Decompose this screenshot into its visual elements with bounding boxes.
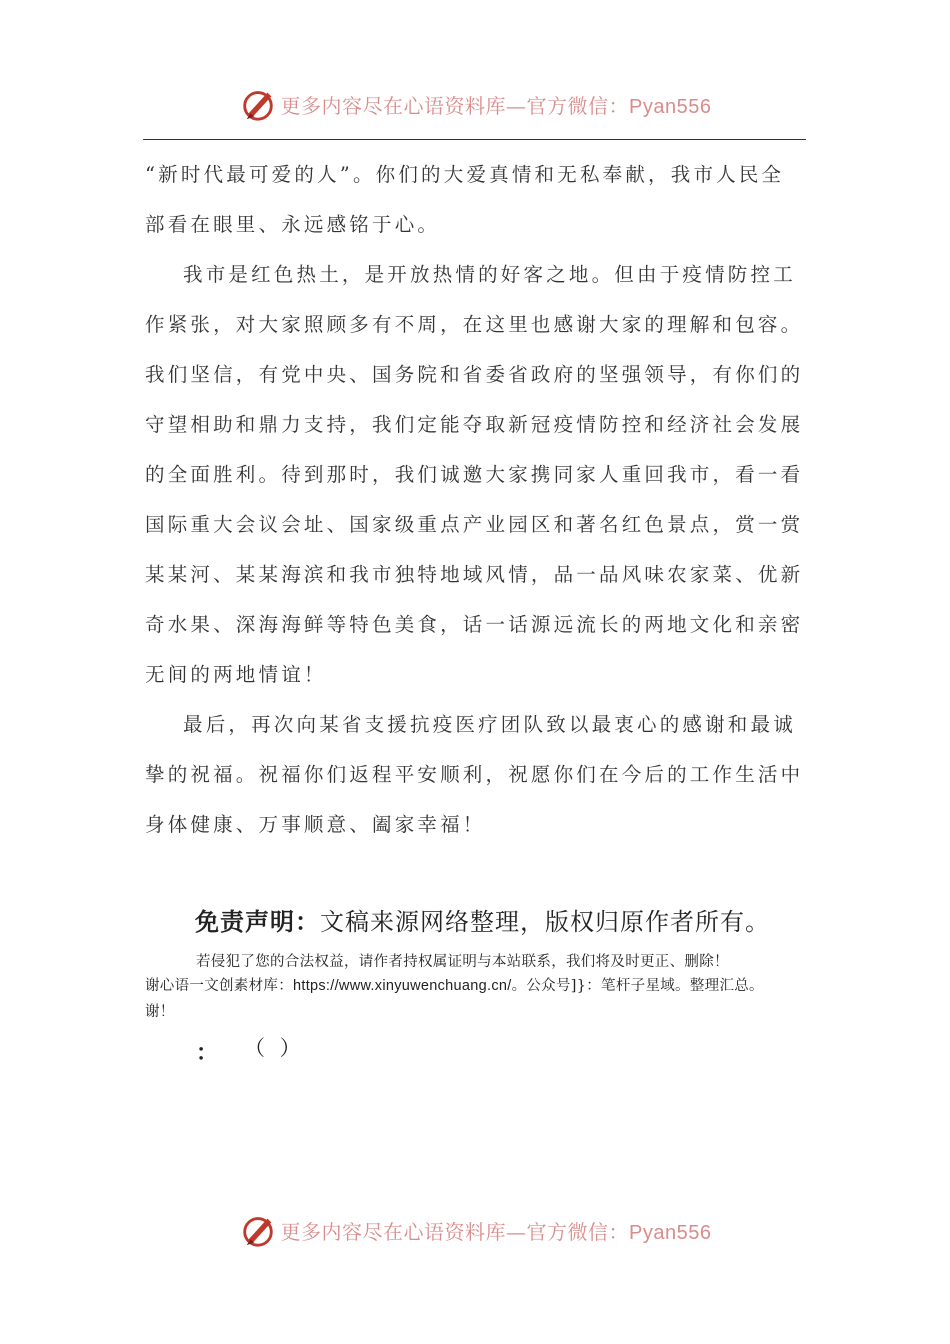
disclaimer-line-1: 若侵犯了您的合法权益，请作者持权属证明与本站联系，我们将及时更正、删除！ (196, 954, 729, 970)
body-line: 身体健康、万事顺意、阖家幸福！ (145, 813, 486, 836)
banner-wechat-id: Pyan556 (629, 1221, 712, 1244)
site-url-link[interactable]: https://www.xinyuwenchuang.cn/ (293, 978, 512, 994)
body-line: 奇水果、深海海鲜等特色美食，话一话源远流长的两地文化和亲密 (145, 613, 804, 636)
body-line: 部看在眼里、永远感铭于心。 (145, 213, 441, 236)
header-banner (0, 82, 950, 126)
disclaimer-title: 免责声明：文稿来源网络整理，版权归原作者所有。 (195, 908, 770, 936)
document-body (145, 150, 805, 850)
body-line: 无间的两地情谊！ (145, 663, 327, 686)
body-line: 我市是红色热土，是开放热情的好客之地。但由于疫情防控工 (183, 263, 796, 286)
body-line: 我们坚信，有党中央、国务院和省委省政府的坚强领导，有你们的 (145, 363, 804, 386)
body-line: 最后，再次向某省支援抗疫医疗团队致以最衷心的感谢和最诚 (183, 713, 796, 736)
banner-text: 更多内容尽在心语资料库—官方微信：Pyan556 (280, 1219, 712, 1244)
paren-mark: （ ） (244, 1036, 305, 1060)
disclaimer-line-3: 谢！ (145, 1004, 175, 1020)
header-divider (143, 139, 806, 140)
footer-banner (0, 1208, 950, 1252)
body-line: “新时代最可爱的人”。你们的大爱真情和无私奉献，我市人民全 (145, 163, 785, 186)
body-line: 国际重大会议会址、国家级重点产业园区和著名红色景点，赏一赏 (145, 513, 804, 536)
colon-mark: ： (196, 1041, 219, 1066)
banner-text: 更多内容尽在心语资料库—官方微信：Pyan556 (280, 93, 712, 118)
body-line: 某某河、某某海滨和我市独特地域风情，品一品风味农家菜、优新 (145, 563, 804, 586)
disclaimer-line-2: 谢心语一文创素材库：https://www.xinyuwenchuang.cn/。公众号]}：笔杆子星域。整理汇总。 (145, 978, 764, 994)
body-line: 挚的祝福。祝福你们返程平安顺利，祝愿你们在今后的工作生活中 (145, 763, 804, 786)
body-line: 的全面胜利。待到那时，我们诚邀大家携同家人重回我市，看一看 (145, 463, 804, 486)
banner-wechat-id: Pyan556 (629, 95, 712, 118)
body-line: 守望相助和鼎力支持，我们定能夺取新冠疫情防控和经济社会发展 (145, 413, 804, 436)
pen-logo-icon (239, 85, 277, 123)
pen-logo-icon (239, 1211, 277, 1249)
body-line: 作紧张，对大家照顾多有不周，在这里也感谢大家的理解和包容。 (145, 313, 804, 336)
